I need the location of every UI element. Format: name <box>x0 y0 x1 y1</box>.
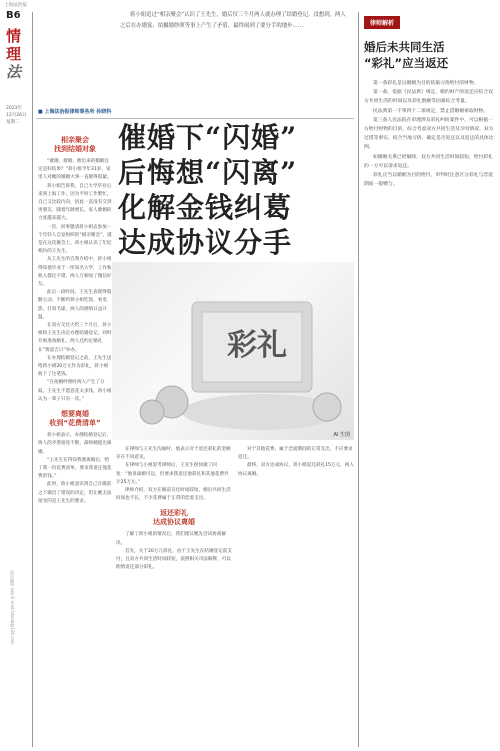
sidebar-title <box>364 39 496 71</box>
paragraph: 律师介绍，双方在婚前交往时间较短，婚后共同生活时间也不长，不少花费属于正常的恋爱支出。 <box>116 488 231 502</box>
heading-line: 收到“花费清单” <box>49 419 101 428</box>
intro-text: 蒋小姐追过“相亲聚会”认识了王先生，婚后仅三个月两人就办理了结婚登记。没想到，两人之后在办婚宴、拍摄婚纱照等事上产生了矛盾，最终闹到了要分手的地步…… <box>120 12 346 29</box>
section-name <box>6 27 28 81</box>
illustration-text: 彩礼 <box>227 328 287 363</box>
paragraph: “王先生在得知我要离婚后，给了我一份花费清单，要求我退还他花费的钱。” <box>38 457 112 480</box>
third-column <box>238 446 354 479</box>
paragraph: 最终，双方达成协议，蒋小姐返还彩礼15万元，两人协议离婚。 <box>238 463 354 477</box>
sidebar-tag <box>364 16 400 29</box>
paragraph: 如婚姻关系已经解除，双方共同生活时间较短，给付彩礼的一方可以请求返还。 <box>364 154 493 169</box>
rail-divider <box>32 12 33 747</box>
paragraph: “在拍婚纱照时两人产生了分歧，王先生不愿意花太多钱，蒋小姐认为一辈子只有一次。” <box>38 380 112 402</box>
middle-column <box>116 446 232 572</box>
paragraph: 彩礼应当以婚姻为目的给付，审判时注意区分彩礼与恋爱期间一般赠与。 <box>364 173 493 188</box>
heading-line: 达成协议离婚 <box>153 518 195 527</box>
section-char: 法 <box>6 63 22 81</box>
issue-date <box>6 105 28 126</box>
paragraph: 在双方交往大约三个月后，蒋小姐和王先生决定办理结婚登记，同时开始准备婚礼，两人还约定婚礼在“黄道吉日”举办。 <box>38 323 112 353</box>
sidebar-tag-label: 律师解析 <box>370 20 395 27</box>
illustration-credit: AI 生图 <box>333 432 350 438</box>
byline-marker: ■ <box>38 109 45 115</box>
headline-line: 催婚下“闪婚” <box>118 121 298 154</box>
heading-line: 相亲聚会 <box>61 136 89 144</box>
date-year: 2023年 <box>6 106 22 111</box>
sidebar-title-line: “彩礼”应当返还 <box>364 56 449 70</box>
paragraph: 蒋小姐表示，办理结婚登记后，两人的矛盾接连不断，最终她提出离婚。 <box>38 433 112 455</box>
paragraph: 了解了蒋小姐的情况后，我们建议她先尝试协商解决。 <box>116 532 227 546</box>
headline-line: 后悔想“闪离” <box>118 156 298 189</box>
date-weekday: 星期二 <box>6 120 20 125</box>
paragraph: 第一条，依据《民法典》规定，婚约财产的返还应结合双方共同生活的时间以及彩礼数额等因素综合考量。 <box>364 90 493 105</box>
section-char: 理 <box>6 45 22 63</box>
paragraph: 从王先生的自我介绍中，蒋小姐得知他毕业于一所知名大学，工作和收入都还不错，两人互相加了微信好友。 <box>38 257 112 288</box>
headline-line: 达成协议分手 <box>118 226 293 259</box>
paragraph: 民法典第一千零四十二条规定，禁止借婚姻索取财物。 <box>373 108 489 114</box>
paragraph: 在办理结婚登记之前，王先生送给蒋小姐20万元作为彩礼，蒋小姐收下了这笔钱。 <box>38 355 112 378</box>
heading-line: 找到结婚对象 <box>54 145 96 153</box>
section-heading <box>116 509 232 527</box>
page-number: B6 <box>6 10 21 21</box>
paragraph: 第三条人民法院在审理涉及彩礼纠纷案件中，可以根据一方给付财物的目的、综合考虑双方共同生活及孕育情况、双方过错等事实，结合当地习俗，确定是否返还以及返还的具体比例。 <box>364 117 494 151</box>
headline <box>118 120 348 260</box>
byline <box>38 108 111 115</box>
left-rail <box>6 10 28 746</box>
sidebar-body <box>364 79 496 189</box>
byline-text: 上海法治报律师事务所 孙晓科 <box>44 109 112 115</box>
date-day: 12月26日 <box>6 113 27 118</box>
paragraph: 第一条彩礼是以婚姻为目的依据习俗给付的财物。 <box>373 81 479 86</box>
byline-rule <box>36 118 354 119</box>
paragraph: 在律师与小姐思考律师后，王先生很快做了回复：“他说离婚可以，但要求我返还他彩礼和其他花费共计25万元。” <box>116 463 229 485</box>
paper-name: 上海法治报 <box>4 3 27 8</box>
headline-line: 化解金钱纠葛 <box>118 191 293 224</box>
heading-line: 想要离婚 <box>61 410 89 419</box>
right-sidebar <box>364 10 496 189</box>
paragraph: 对于其他花费，属于恋爱期间的正常支出，不应要求返还。 <box>238 447 353 461</box>
paragraph: 首先，关于20万元彩礼，由于王先生在结婚登记前支付，且双方共同生活时间较短，依照相关司法解释，可以酌情返还部分彩礼。 <box>116 548 232 571</box>
paragraph: 一次，同事邀请蒋小姐去参加一个年轻人自发组织的“相亲聚会”，就是在这次聚会上，蒋小姐认识了年纪相仿的王先生。 <box>38 224 112 255</box>
sidebar-divider <box>358 12 359 747</box>
sidebar-title-line: 婚后未共同生活 <box>364 40 445 54</box>
left-column <box>38 124 112 506</box>
paragraph: 此时，蒋小姐意识到自己在婚前之下做出了错误的决定，但让她无法接受的是王先生的要求。 <box>38 482 112 504</box>
paragraph: 在律师与王先生沟通时，他表示对于退还彩礼的金额存在不同意见。 <box>116 447 231 461</box>
section-heading <box>38 136 112 154</box>
paragraph: 此后一段时间，王先生表现得殷勤主动，不断约蒋小姐吃饭、看电影，打羽毛球，两人的感情日益升温。 <box>38 290 112 320</box>
section-char: 情 <box>6 27 22 45</box>
editor-info: 责任编辑 金勇 E-mail:fzbzsb@126.com <box>10 570 15 645</box>
heading-line: 返还彩礼 <box>160 509 188 518</box>
paragraph: “催婚、催婚，催出来的婚姻注定是好结果？”蒋小姐今年31岁，家里人对她的婚姻大事一直催得很紧。 <box>38 159 112 181</box>
section-heading <box>38 410 112 428</box>
paragraph: 蒋小姐告诉我，自己大学毕业后来到上海工作，因为平时工作繁忙，自己又比较内向，因此一直没有交到男朋友。随着年龄增长，家人催婚的力度越来越大。 <box>38 183 112 222</box>
illustration <box>112 262 354 440</box>
